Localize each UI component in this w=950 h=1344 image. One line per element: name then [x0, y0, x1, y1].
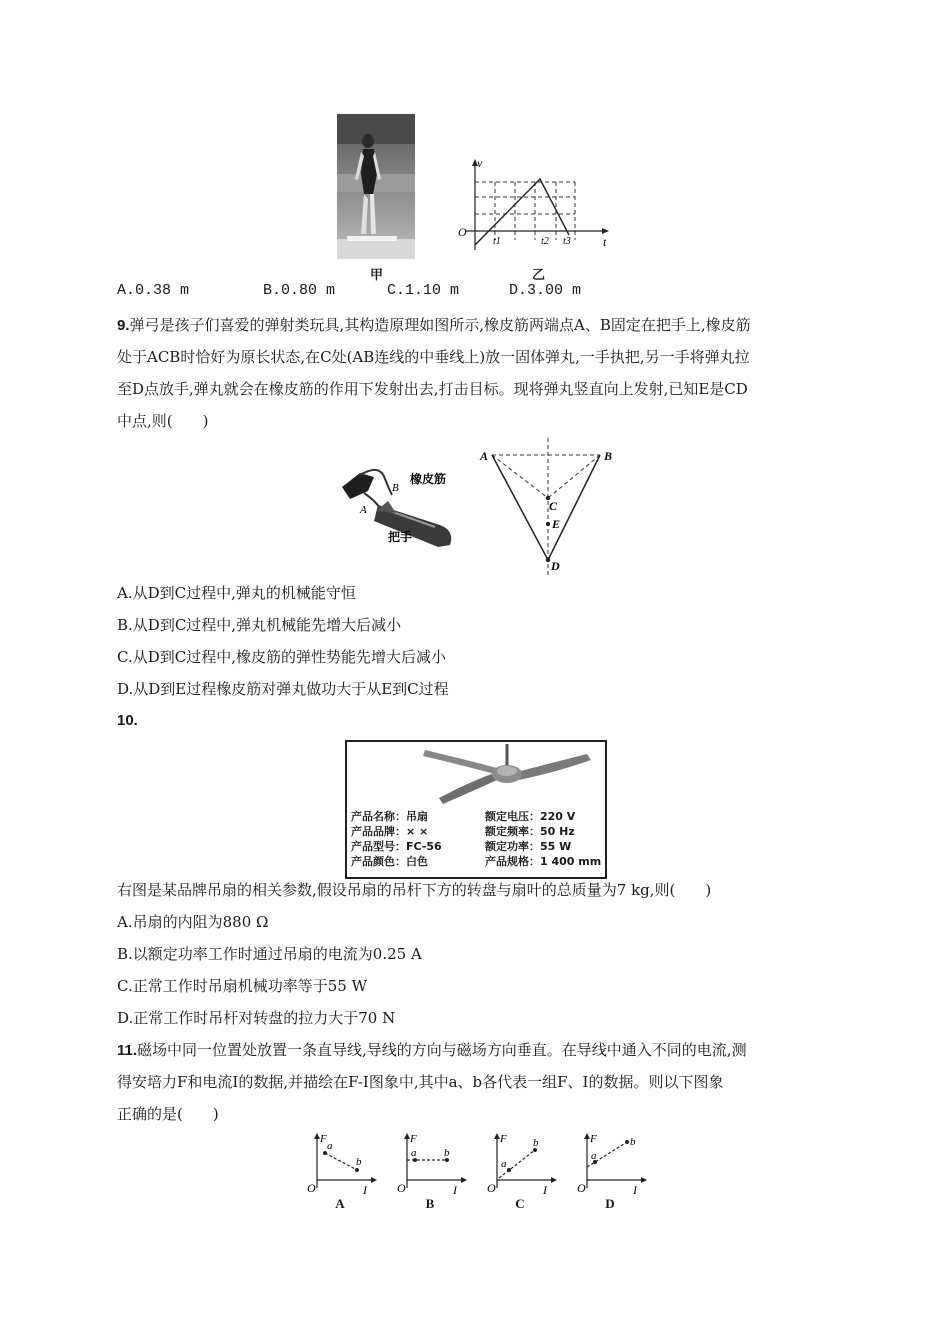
graph-a-f: F — [320, 1133, 327, 1145]
vt-t-label: t — [603, 235, 607, 249]
q9-option-b: B.从D到C过程中,弹丸机械能先增大后减小 — [117, 616, 402, 634]
spec-voltage: 额定电压：220 V — [485, 810, 576, 823]
fi-graph-a — [305, 1130, 380, 1198]
graph-b-a: a — [411, 1147, 417, 1159]
q8-option-b: B.0.80 m — [263, 282, 336, 299]
graph-b-i: I — [453, 1183, 457, 1197]
spec-brand: 产品品牌：× × — [351, 825, 429, 838]
q10-stem: 右图是某品牌吊扇的相关参数,假设吊扇的吊杆下方的转盘与扇叶的总质量为7 kg,则( ) — [117, 881, 712, 899]
q9-stem-line-3: 至D点放手,弹丸就会在橡皮筋的作用下发射出去,打击目标。现将弹丸竖直向上发射,已知E是CD — [117, 380, 748, 398]
graph-d-b: b — [630, 1136, 636, 1148]
q10-option-a: A.吊扇的内阻为880 Ω — [117, 913, 269, 931]
graph-d-f: F — [590, 1133, 597, 1145]
vt-v-label: v — [477, 156, 483, 170]
graph-b-caption: B — [425, 1196, 435, 1211]
q9-stem-line-2: 处于ACB时恰好为原长状态,在C处(AB连线的中垂线上)放一固体弹丸,一手执把,另一手将弹丸拉 — [117, 348, 750, 366]
diver-photo — [337, 114, 415, 259]
fi-graph-c — [485, 1130, 560, 1198]
graph-d-caption: D — [605, 1196, 615, 1211]
graph-c-f: F — [500, 1133, 507, 1145]
graph-a-caption: A — [335, 1196, 345, 1211]
triangle-c-label: C — [549, 499, 558, 513]
graph-a-a: a — [327, 1140, 333, 1152]
graph-b-f: F — [410, 1133, 417, 1145]
fig-label-yi: 乙 — [532, 268, 546, 283]
graph-c-i: I — [543, 1183, 547, 1197]
spec-color: 产品颜色：白色 — [351, 855, 428, 868]
fan-spec-box — [345, 740, 607, 879]
graph-d-i: I — [633, 1183, 637, 1197]
graph-a-b: b — [356, 1156, 362, 1168]
triangle-d-label: D — [551, 559, 560, 573]
graph-c-a: a — [501, 1158, 507, 1170]
graph-c-o: O — [487, 1181, 496, 1195]
q10-option-c: C.正常工作时吊扇机械功率等于55 W — [117, 977, 367, 995]
q9-stem-line-1: 9.弹弓是孩子们喜爱的弹射类玩具,其构造原理如图所示,橡皮筋两端点A、B固定在把手上,橡皮筋 — [117, 316, 751, 334]
vt-t3-label: t3 — [563, 236, 571, 247]
q11-number: 11. — [117, 1042, 138, 1059]
slingshot-figure — [330, 465, 465, 550]
triangle-e-label: E — [552, 517, 561, 531]
fi-graph-d — [575, 1130, 650, 1198]
q9-number: 9. — [117, 317, 130, 334]
slingshot-b-label: B — [392, 482, 399, 494]
triangle-a-label: A — [480, 449, 489, 463]
triangle-diagram — [478, 438, 623, 578]
vt-graph — [455, 155, 615, 255]
vt-t1-label: t1 — [493, 236, 501, 247]
graph-c-caption: C — [515, 1196, 525, 1211]
spec-size: 产品规格：1 400 mm — [485, 855, 602, 868]
graph-a-i: I — [363, 1183, 367, 1197]
q9-option-a: A.从D到C过程中,弹丸的机械能守恒 — [117, 584, 356, 602]
graph-d-o: O — [577, 1181, 586, 1195]
spec-power: 额定功率：55 W — [485, 840, 572, 853]
graph-b-b: b — [444, 1147, 450, 1159]
fi-graph-b — [395, 1130, 470, 1198]
fig-label-jia: 甲 — [370, 268, 384, 283]
slingshot-rubber-label: 橡皮筋 — [410, 472, 447, 486]
q8-option-a: A.0.38 m — [117, 282, 190, 299]
graph-b-o: O — [397, 1181, 406, 1195]
q9-option-d: D.从D到E过程橡皮筋对弹丸做功大于从E到C过程 — [117, 680, 449, 698]
q11-stem-line-2: 得安培力F和电流I的数据,并描绘在F-I图象中,其中a、b各代表一组F、I的数据。则以下图象 — [117, 1073, 724, 1091]
q8-option-c: C.1.10 m — [387, 282, 460, 299]
triangle-b-label: B — [604, 449, 613, 463]
vt-t2-label: t2 — [541, 236, 549, 247]
vt-o-label: O — [458, 225, 467, 239]
q10-option-d: D.正常工作时吊杆对转盘的拉力大于70 N — [117, 1009, 396, 1027]
graph-c-b: b — [533, 1137, 539, 1149]
q10-number: 10. — [117, 712, 138, 729]
q11-stem-line-3: 正确的是( ) — [117, 1105, 219, 1123]
graph-d-a: a — [591, 1150, 597, 1162]
q8-option-d: D.3.00 m — [509, 282, 582, 299]
spec-name: 产品名称：吊扇 — [351, 810, 428, 823]
q9-option-c: C.从D到C过程中,橡皮筋的弹性势能先增大后减小 — [117, 648, 446, 666]
slingshot-handle-label: 把手 — [388, 530, 413, 544]
ceiling-fan-illustration — [347, 742, 605, 810]
q10-option-b: B.以额定功率工作时通过吊扇的电流为0.25 A — [117, 945, 422, 963]
graph-a-o: O — [307, 1181, 316, 1195]
spec-model: 产品型号：FC-56 — [351, 840, 442, 853]
spec-frequency: 额定频率：50 Hz — [485, 825, 575, 838]
slingshot-a-label: A — [360, 504, 367, 516]
q9-stem-line-4: 中点,则( ) — [117, 412, 209, 430]
q11-stem-line-1: 11.磁场中同一位置处放置一条直导线,导线的方向与磁场方向垂直。在导线中通入不同的电流,测 — [117, 1041, 747, 1059]
